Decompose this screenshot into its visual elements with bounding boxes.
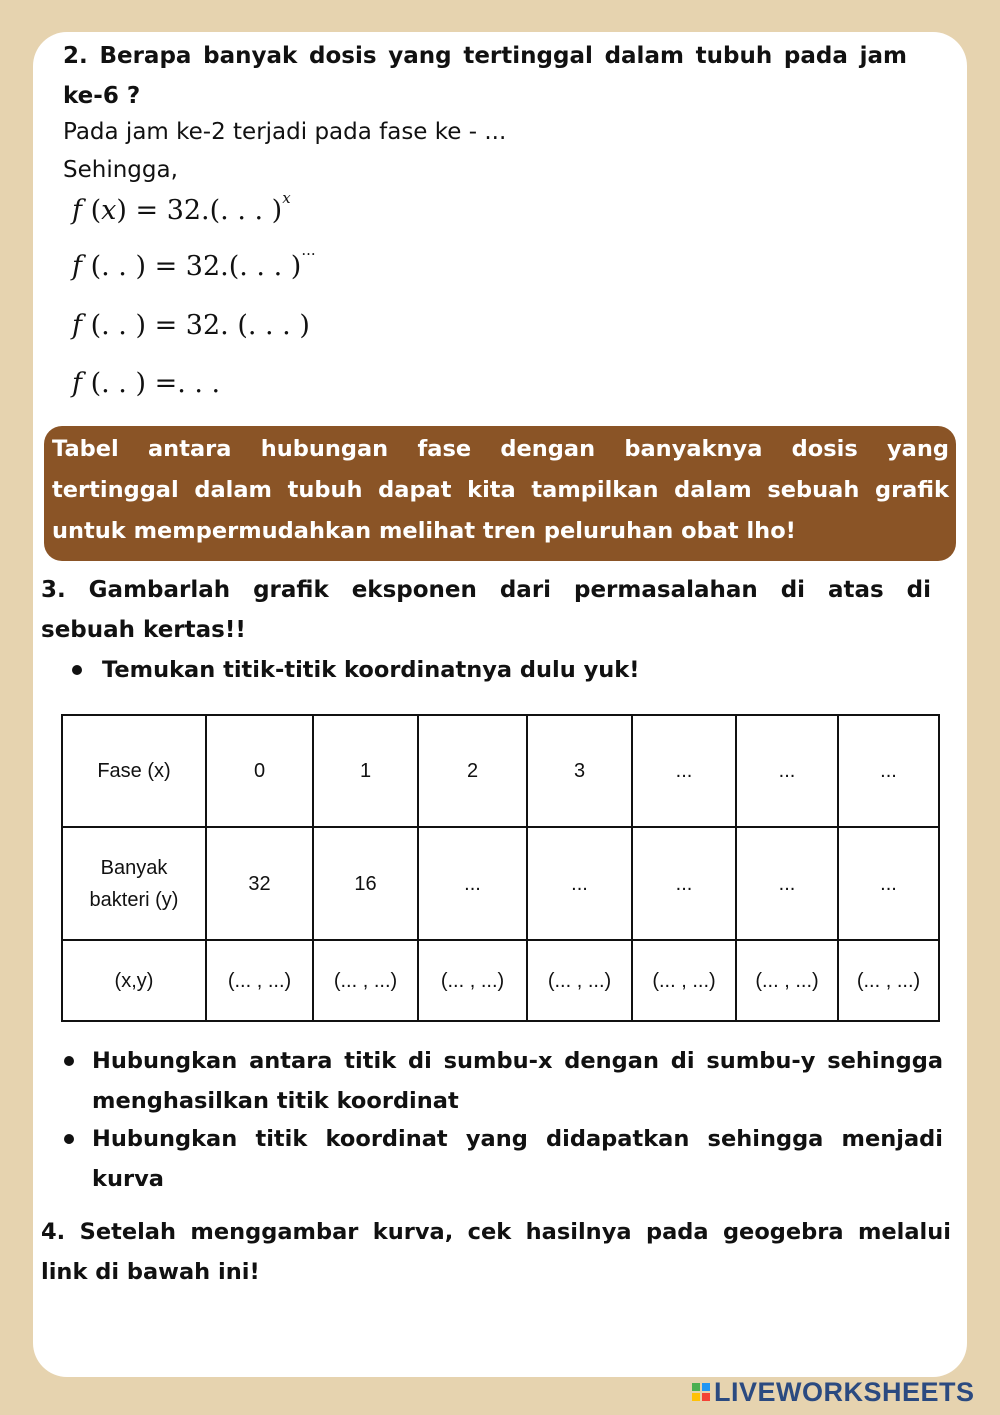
table-row-bacteria	[62, 827, 939, 940]
bullet-dot-icon	[72, 665, 82, 675]
question-3-title-line1: 3. Gambarlah grafik eksponen dari permasalahan di atas di	[41, 577, 931, 603]
table-header-bacteria	[62, 827, 206, 940]
equation-2-rhs: = 32.(. . . )	[154, 251, 302, 282]
table-cell: ...	[736, 715, 838, 827]
question-4-title	[41, 1212, 951, 1292]
table-row-coordinates	[62, 940, 939, 1021]
info-banner-line2: tertinggal dalam tubuh dapat kita tampilkan dalam sebuah grafik	[52, 477, 949, 503]
bullet-find-coordinates	[102, 650, 640, 690]
liveworksheets-logo-text: LIVEWORKSHEETS	[714, 1376, 975, 1407]
bullet-connect-axes	[92, 1041, 943, 1121]
info-banner	[44, 426, 956, 561]
table-cell: ...	[418, 827, 527, 940]
question-4-line1: 4. Setelah menggambar kurva, cek hasilnya pada geogebra melalui	[41, 1219, 951, 1245]
equation-2: f (. . ) = 32.(. . . )···	[72, 245, 316, 282]
table-cell: (... , ...)	[632, 940, 736, 1021]
equation-4-arg: . .	[101, 368, 136, 399]
table-cell: 16	[313, 827, 418, 940]
equation-2-arg: . .	[101, 251, 136, 282]
table-header-bacteria-line2: bakteri (y)	[89, 888, 179, 911]
table-header-xy: (x,y)	[62, 940, 206, 1021]
bullet-connect-points-line1: Hubungkan titik koordinat yang didapatkan sehingga menjadi	[92, 1126, 943, 1152]
bullet-connect-points	[92, 1119, 943, 1199]
equation-3-rhs: = 32. (. . . )	[154, 310, 310, 341]
table-cell: 1	[313, 715, 418, 827]
table-cell: (... , ...)	[418, 940, 527, 1021]
bullet-dot-icon	[64, 1134, 74, 1144]
table-cell: (... , ...)	[313, 940, 418, 1021]
table-row-phase	[62, 715, 939, 827]
table-cell: ...	[838, 715, 939, 827]
question-3-title-line2: sebuah kertas!!	[41, 617, 246, 643]
table-header-phase: Fase (x)	[62, 715, 206, 827]
info-banner-line1: Tabel antara hubungan fase dengan banyaknya dosis yang	[52, 436, 949, 462]
info-banner-line3: untuk mempermudahkan melihat tren peluruhan obat lho!	[52, 518, 796, 544]
table-cell: ...	[838, 827, 939, 940]
equation-1: f (x) = 32.(. . . )$^x$	[72, 189, 291, 226]
table-cell: 32	[206, 827, 313, 940]
equation-1-arg: x	[101, 195, 117, 226]
question-2-title-line1: 2. Berapa banyak dosis yang tertinggal dalam tubuh pada jam	[63, 43, 907, 69]
bullet-find-coordinates-text: Temukan titik-titik koordinatnya dulu yuk!	[102, 657, 640, 683]
equation-3-arg: . .	[101, 310, 136, 341]
question-4-line2: link di bawah ini!	[41, 1259, 260, 1285]
equation-1-exponent: x	[282, 189, 291, 207]
table-cell: ...	[736, 827, 838, 940]
liveworksheets-logo	[692, 1377, 975, 1407]
question-2-title	[63, 36, 907, 116]
table-header-bacteria-line1: Banyak	[100, 856, 168, 879]
equation-1-rhs: = 32.(. . . )	[135, 195, 283, 226]
equation-4-rhs: =. . .	[154, 368, 221, 399]
question-2-phase-text: Pada jam ke-2 terjadi pada fase ke - ...	[63, 119, 507, 145]
liveworksheets-logo-icon	[692, 1383, 710, 1401]
equation-2-exponent: ···	[301, 245, 316, 263]
bullet-connect-axes-line2: menghasilkan titik koordinat	[92, 1088, 459, 1114]
equation-3: f (. . ) = 32. (. . . )	[72, 310, 310, 341]
question-3-title	[41, 570, 931, 650]
bullet-dot-icon	[64, 1056, 74, 1066]
bullet-connect-axes-line1: Hubungkan antara titik di sumbu-x dengan di sumbu-y sehingga	[92, 1048, 943, 1074]
bullet-connect-points-line2: kurva	[92, 1166, 164, 1192]
table-cell: 0	[206, 715, 313, 827]
table-cell: ...	[632, 715, 736, 827]
table-cell: 3	[527, 715, 632, 827]
table-cell: ...	[632, 827, 736, 940]
table-cell: (... , ...)	[206, 940, 313, 1021]
question-2-title-line2: ke-6 ?	[63, 83, 141, 109]
question-2-sehingga: Sehingga,	[63, 157, 178, 183]
table-cell: (... , ...)	[736, 940, 838, 1021]
coordinate-table	[61, 714, 940, 1022]
equation-4: f (. . ) =. . .	[72, 368, 221, 399]
table-cell: (... , ...)	[527, 940, 632, 1021]
table-cell: ...	[527, 827, 632, 940]
table-cell: (... , ...)	[838, 940, 939, 1021]
table-cell: 2	[418, 715, 527, 827]
